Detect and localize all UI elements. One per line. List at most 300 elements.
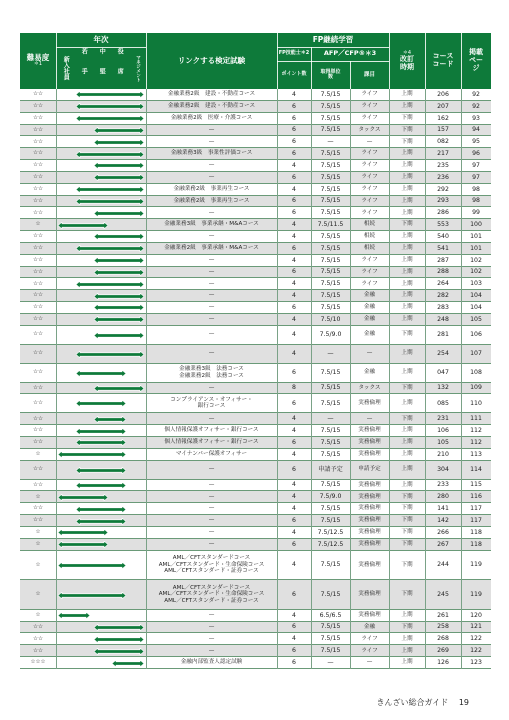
table-row — [20, 196, 491, 208]
cell-pts: 6 — [292, 209, 296, 217]
year-range-arrow — [58, 529, 108, 536]
cell-page: 111 — [470, 415, 482, 423]
cell-diff: ☆ — [35, 591, 41, 598]
cell-exam: — — [208, 304, 215, 311]
arrow-shape — [94, 293, 144, 300]
cell-units: 7.5/15 — [320, 590, 341, 598]
cell-term: 下期 — [401, 415, 413, 422]
cell-code: 283 — [437, 303, 449, 311]
cell-subj: 金融 — [363, 331, 376, 338]
cell-subj: 相続 — [363, 233, 376, 240]
cell-pts: 6 — [292, 173, 296, 181]
cell-term: 下期 — [401, 540, 413, 547]
cell-diff: ☆☆ — [32, 439, 44, 446]
cell-diff: ☆☆ — [32, 91, 44, 98]
year-range-arrow — [94, 162, 144, 169]
cell-subj: — — [366, 350, 373, 357]
cell-subj: 金融 — [363, 292, 376, 299]
cell-pts: 6 — [292, 303, 296, 311]
cell-term: 上期 — [401, 150, 413, 157]
cell-units: 7.5/15 — [320, 244, 341, 252]
cell-page: 98 — [472, 197, 480, 205]
cell-term: 上期 — [401, 439, 413, 446]
table-row — [20, 580, 491, 610]
table-row — [20, 184, 491, 196]
year-range-arrow — [58, 494, 108, 501]
cell-term: 上期 — [401, 612, 413, 619]
cell-units: 7.5/15 — [320, 232, 341, 240]
cell-subj: ライフ — [361, 174, 378, 181]
year-range-arrow — [94, 127, 144, 134]
cell-pts: 6 — [292, 466, 296, 474]
cell-subj: ライフ — [361, 209, 378, 216]
cell-subj: 実務倫理 — [358, 481, 381, 488]
cell-term: 上期 — [401, 233, 413, 240]
cell-units: 7.5/15 — [320, 268, 341, 276]
cell-diff: ☆☆ — [32, 635, 44, 642]
cell-diff: ☆☆ — [32, 114, 44, 121]
cell-exam: コンプライアンス・オフィサー・ 銀行コース — [170, 396, 253, 410]
cell-diff: ☆☆ — [32, 185, 44, 192]
cell-exam: — — [208, 540, 215, 547]
cell-page: 118 — [470, 540, 482, 548]
cell-units: 申請予定 — [318, 466, 343, 474]
cell-diff: ☆ — [35, 529, 41, 536]
cell-term: 下期 — [401, 384, 413, 391]
year-range-arrow — [76, 115, 144, 122]
header-year: 年次 — [93, 34, 109, 44]
header-points: ポイント数 — [281, 71, 307, 78]
cell-diff: ☆☆ — [32, 647, 44, 654]
table-row — [20, 326, 491, 345]
cell-units: 7.5/15 — [320, 516, 341, 524]
cell-diff: ☆☆ — [32, 415, 44, 422]
cell-code: 541 — [437, 244, 449, 252]
table-row — [20, 231, 491, 243]
cell-units: 7.5/15 — [320, 256, 341, 264]
cell-term: 下期 — [401, 561, 413, 568]
year-range-arrow — [58, 592, 126, 599]
cell-page: 104 — [470, 292, 482, 300]
cell-diff: ☆☆ — [32, 517, 44, 524]
cell-exam: 金融業務2級 医療・介護コース — [170, 114, 253, 121]
cell-units: 7.5/15 — [320, 505, 341, 513]
cell-exam: 金融内部監査人認定試験 — [180, 659, 243, 666]
arrow-shape — [58, 541, 108, 548]
cell-page: 116 — [470, 493, 482, 501]
cell-term: 上期 — [401, 280, 413, 287]
arrow-shape — [76, 115, 144, 122]
cell-diff: ☆☆ — [32, 400, 44, 407]
cell-code: 553 — [437, 221, 449, 229]
cell-pts: 6 — [292, 590, 296, 598]
cell-diff: ☆☆ — [32, 280, 44, 287]
arrow-shape — [94, 162, 144, 169]
cell-page: 122 — [470, 635, 482, 643]
cell-exam: — — [208, 268, 215, 275]
year-range-arrow — [94, 648, 144, 655]
cell-diff: ☆☆ — [32, 466, 44, 473]
cell-units: 7.5/15 — [320, 150, 341, 158]
cell-diff: ☆☆ — [32, 623, 44, 630]
cell-code: 207 — [437, 102, 449, 110]
cell-subj: ライフ — [361, 256, 378, 263]
cell-diff: ☆☆ — [32, 427, 44, 434]
arrow-shape — [76, 428, 126, 435]
table-row — [20, 101, 491, 113]
cell-code: 269 — [437, 647, 449, 655]
cell-pts: 4 — [292, 90, 296, 98]
cell-page: 120 — [470, 611, 482, 619]
table-row — [20, 503, 491, 515]
year-range-arrow — [76, 482, 126, 489]
cell-subj: ライフ — [361, 280, 378, 287]
arrow-shape — [94, 636, 144, 643]
cell-pts: 6 — [292, 623, 296, 631]
cell-code: 280 — [437, 493, 449, 501]
cell-subj: 相続 — [363, 221, 376, 228]
cell-units: 7.5/15 — [320, 197, 341, 205]
cell-pts: 6 — [292, 126, 296, 134]
cell-diff: ☆ — [35, 540, 41, 547]
cell-term: 上期 — [401, 245, 413, 252]
cell-diff: ☆☆ — [32, 138, 44, 145]
cell-page: 114 — [470, 466, 482, 474]
cell-exam: — — [208, 635, 215, 642]
cell-subj: 実務倫理 — [358, 540, 381, 547]
cell-units: 6.5/6.5 — [319, 611, 342, 619]
cell-code: 236 — [437, 173, 449, 181]
cell-subj: 金融 — [363, 623, 376, 630]
cell-code: 281 — [437, 331, 449, 339]
cell-pts: 4 — [292, 350, 296, 358]
arrow-shape — [94, 332, 144, 339]
cell-exam: AML／CFTスタンダードコース AML／CFTスタンダード・生命保険コース AML／CFTスタンダード・証券コース — [158, 555, 265, 575]
cell-diff: ☆☆ — [32, 162, 44, 169]
cell-pts: 6 — [292, 244, 296, 252]
year-range-arrow — [76, 370, 126, 377]
cell-diff: ☆☆ — [32, 209, 44, 216]
cell-code: 105 — [437, 438, 449, 446]
cell-term: 下期 — [401, 138, 413, 145]
arrow-shape — [94, 269, 144, 276]
table-row — [20, 461, 491, 480]
cell-exam: 金融業務3級 事業性評価コース — [170, 150, 253, 157]
cell-exam: 金融業務2級 事業承継・M&Aコース — [164, 245, 259, 252]
cell-term: 上期 — [401, 466, 413, 473]
header-linked-exam: リンクする検定試験 — [177, 55, 246, 65]
cell-term: 上期 — [401, 185, 413, 192]
year-range-arrow — [94, 385, 144, 392]
guide-title: きんざい総合ガイド — [376, 698, 449, 707]
cell-subj: — — [366, 415, 373, 422]
cell-subj: — — [366, 138, 373, 145]
cell-diff: ☆ — [35, 451, 41, 458]
cell-pts: 4 — [292, 635, 296, 643]
header-year-senior: 役席 — [116, 48, 124, 88]
cell-pts: 6 — [292, 659, 296, 666]
cell-units: 7.5/15 — [320, 90, 341, 98]
cell-term: 下期 — [401, 126, 413, 133]
cell-page: 101 — [470, 232, 482, 240]
cell-exam: — — [208, 162, 215, 169]
cell-diff: ☆ — [35, 612, 41, 619]
cell-code: 266 — [437, 528, 449, 536]
cell-units: 7.5/15 — [320, 161, 341, 169]
year-range-arrow — [76, 439, 126, 446]
year-range-arrow — [94, 139, 144, 146]
cell-page: 95 — [472, 138, 480, 146]
cell-page: 108 — [470, 369, 482, 377]
header-fp-group: FP継続学習 — [312, 34, 354, 44]
header-difficulty: 難易度 ＊1 — [26, 53, 50, 68]
header-course-code: コースコード — [432, 52, 454, 68]
table-row — [20, 89, 491, 101]
cell-exam: — — [208, 233, 215, 240]
cell-subj: 実務倫理 — [358, 591, 381, 598]
cell-diff: ☆☆ — [32, 256, 44, 263]
cell-page: 104 — [470, 303, 482, 311]
cell-diff: ☆☆ — [32, 150, 44, 157]
cell-diff: ☆ — [35, 561, 41, 568]
cell-code: 286 — [437, 209, 449, 217]
cell-code: 047 — [437, 369, 449, 377]
cell-pts: 4 — [292, 611, 296, 619]
cell-page: 94 — [472, 126, 480, 134]
year-range-arrow — [94, 174, 144, 181]
cell-page: 99 — [472, 209, 480, 217]
year-range-arrow — [76, 186, 144, 193]
arrow-shape — [58, 592, 126, 599]
year-range-arrow — [58, 451, 126, 458]
cell-page: 100 — [470, 221, 482, 229]
cell-exam: 金融業務3級 事業承継・M&Aコース — [164, 221, 259, 228]
cell-term: 上期 — [401, 174, 413, 181]
cell-diff: ☆☆ — [32, 126, 44, 133]
arrow-shape — [94, 233, 144, 240]
table-row — [20, 113, 491, 125]
cell-subj: 実務倫理 — [358, 427, 381, 434]
arrow-shape — [58, 451, 126, 458]
cell-code: 132 — [437, 384, 449, 392]
cell-code: 141 — [437, 505, 449, 513]
cell-diff: ☆☆ — [32, 304, 44, 311]
cell-subj: 実務倫理 — [358, 517, 381, 524]
cell-code: 282 — [437, 292, 449, 300]
cell-exam: — — [208, 256, 215, 263]
cell-pts: 8 — [292, 384, 296, 392]
cell-pts: 4 — [292, 481, 296, 489]
cell-pts: 4 — [292, 505, 296, 513]
cell-code: 287 — [437, 256, 449, 264]
cell-code: 258 — [437, 623, 449, 631]
cell-diff: ☆☆ — [32, 268, 44, 275]
cell-term: 下期 — [401, 331, 413, 338]
cell-subj: 実務倫理 — [358, 439, 381, 446]
arrow-shape — [76, 439, 126, 446]
cell-units: 7.5/15 — [320, 399, 341, 407]
cell-exam: — — [208, 529, 215, 536]
arrow-shape — [58, 222, 108, 229]
cell-diff: ☆ — [35, 493, 41, 500]
arrow-shape — [94, 174, 144, 181]
cell-units: — — [327, 350, 334, 358]
cell-pts: 6 — [292, 268, 296, 276]
year-range-arrow — [94, 416, 126, 423]
year-range-arrow — [76, 518, 126, 525]
table-row — [20, 437, 491, 449]
cell-subj: 金融 — [363, 304, 376, 311]
cell-code: 540 — [437, 232, 449, 240]
cell-pts: 6 — [292, 138, 296, 146]
cell-units: 7.5/15 — [320, 438, 341, 446]
year-range-arrow — [76, 467, 126, 474]
cell-page: 92 — [472, 102, 480, 110]
cell-page: 98 — [472, 185, 480, 193]
cell-exam: — — [208, 174, 215, 181]
cell-units: 7.5/15 — [320, 369, 341, 377]
year-range-arrow — [76, 428, 126, 435]
cell-page: 102 — [470, 268, 482, 276]
cell-diff: ☆☆ — [32, 369, 44, 376]
table-row — [20, 657, 491, 669]
cell-page: 119 — [470, 590, 482, 598]
cell-pts: 4 — [292, 450, 296, 458]
cell-exam: マイナンバー保護オフィサー — [175, 451, 248, 458]
arrow-shape — [94, 648, 144, 655]
cell-page: 123 — [470, 659, 482, 666]
cell-page: 110 — [470, 399, 482, 407]
cell-pts: 6 — [292, 114, 296, 122]
cell-term: 下期 — [401, 221, 413, 228]
year-range-arrow — [76, 506, 126, 513]
cell-page: 101 — [470, 244, 482, 252]
cell-pts: 4 — [292, 315, 296, 323]
cell-exam: — — [208, 481, 215, 488]
cell-code: 244 — [437, 561, 449, 569]
cell-page: 102 — [470, 256, 482, 264]
cell-code: 126 — [437, 659, 449, 666]
cell-term: 上期 — [401, 635, 413, 642]
cell-page: 97 — [472, 173, 480, 181]
year-range-arrow — [76, 103, 144, 110]
cell-exam: — — [208, 126, 215, 133]
cell-subj: 実務倫理 — [358, 400, 381, 407]
header-subject: 課目 — [363, 71, 375, 78]
cell-diff: ☆☆ — [32, 197, 44, 204]
arrow-shape — [76, 281, 144, 288]
cell-code: 254 — [437, 350, 449, 358]
arrow-shape — [76, 506, 126, 513]
cell-subj: ライフ — [361, 162, 378, 169]
cell-term: 上期 — [401, 427, 413, 434]
arrow-shape — [58, 494, 108, 501]
cell-exam: AML／CFTスタンダードコース AML／CFTスタンダード・生命保険コース AML／CFTスタンダード・証券コース — [158, 584, 265, 604]
cell-exam: — — [208, 647, 215, 654]
cell-pts: 4 — [292, 161, 296, 169]
cell-exam: — — [208, 505, 215, 512]
cell-page: 92 — [472, 90, 480, 98]
cell-exam: — — [208, 292, 215, 299]
cell-term: 上期 — [401, 292, 413, 299]
cell-diff: ☆☆ — [32, 505, 44, 512]
cell-diff: ☆☆ — [32, 174, 44, 181]
year-range-arrow — [58, 562, 126, 569]
year-range-arrow — [112, 660, 144, 667]
arrow-shape — [76, 151, 144, 158]
cell-page: 106 — [470, 331, 482, 339]
cell-pts: 6 — [292, 102, 296, 110]
table-row — [20, 364, 491, 383]
table-row — [20, 491, 491, 503]
cell-pts: 4 — [292, 528, 296, 536]
table-row — [20, 125, 491, 137]
table-row — [20, 243, 491, 255]
table-row — [20, 515, 491, 527]
cell-term: 上期 — [401, 162, 413, 169]
header-page: 掲載ページ — [469, 48, 483, 72]
cell-subj: 実務倫理 — [358, 451, 381, 458]
cell-units: 7.5/15 — [320, 481, 341, 489]
year-range-arrow — [76, 245, 144, 252]
cell-term: 下期 — [401, 493, 413, 500]
cell-pts: 4 — [292, 493, 296, 501]
cell-subj: ライフ — [361, 268, 378, 275]
header-year-young: 若手 — [80, 48, 88, 88]
cell-exam: — — [208, 466, 215, 473]
cell-page: 121 — [470, 623, 482, 631]
cell-term: 下期 — [401, 505, 413, 512]
cell-diff: ☆☆ — [32, 245, 44, 252]
cell-units: 7.5/12.5 — [317, 540, 344, 548]
cell-code: 304 — [437, 466, 449, 474]
year-range-arrow — [94, 316, 144, 323]
year-range-arrow — [94, 257, 144, 264]
cell-page: 105 — [470, 315, 482, 323]
year-range-arrow — [94, 293, 144, 300]
cell-units: 7.5/15 — [320, 427, 341, 434]
cell-pts: 4 — [292, 292, 296, 300]
cell-exam: — — [208, 280, 215, 287]
cell-subj: ライフ — [361, 150, 378, 157]
cell-pts: 6 — [292, 438, 296, 446]
header-units: 取得単位数 — [320, 68, 341, 80]
cell-exam: 個人情報保護オフィサー・銀行コース — [164, 439, 259, 446]
cell-units: 7.5/10 — [320, 315, 341, 323]
cell-units: 7.5/12.5 — [317, 528, 344, 536]
cell-diff: ☆☆ — [32, 350, 44, 357]
cell-subj: ライフ — [361, 91, 378, 98]
arrow-shape — [76, 400, 126, 407]
arrow-shape — [76, 103, 144, 110]
table-row — [20, 172, 491, 184]
cell-diff: ☆☆ — [32, 331, 44, 338]
header-year-new: 新入社員 — [62, 56, 70, 80]
cell-page: 113 — [470, 450, 482, 458]
cell-pts: 6 — [292, 369, 296, 377]
cell-term: 上期 — [401, 659, 413, 666]
cell-subj: タックス — [358, 126, 381, 133]
cell-code: 264 — [437, 280, 449, 288]
cell-code: 210 — [437, 450, 449, 458]
cell-exam: — — [208, 350, 215, 357]
table-row — [20, 148, 491, 160]
cell-term: 上期 — [401, 451, 413, 458]
cell-code: 248 — [437, 315, 449, 323]
arrow-shape — [76, 482, 126, 489]
arrow-shape — [112, 660, 144, 667]
arrow-shape — [94, 624, 144, 631]
